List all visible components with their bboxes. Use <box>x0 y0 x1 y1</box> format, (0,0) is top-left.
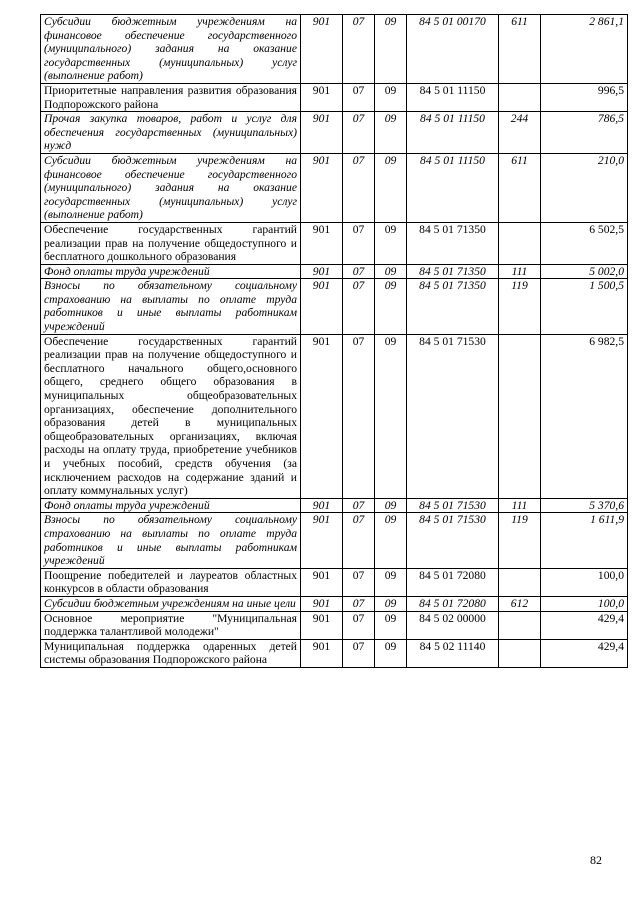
expense-type-cell <box>499 568 541 596</box>
target-article-cell: 84 5 01 11150 <box>407 83 499 111</box>
grbs-code-cell: 901 <box>301 334 343 498</box>
table-row <box>41 264 628 279</box>
table-row <box>41 639 628 667</box>
subsection-code-cell: 09 <box>375 568 407 596</box>
grbs-code-cell: 901 <box>301 222 343 264</box>
budget-table <box>40 14 628 668</box>
section-code-cell: 07 <box>343 596 375 611</box>
expense-type-cell: 111 <box>499 498 541 513</box>
amount-cell: 6 502,5 <box>541 222 628 264</box>
section-code-cell: 07 <box>343 153 375 222</box>
row-name-cell: Субсидии бюджетным учреждениям на финансовое обеспечение государственного (муниципального) задания на оказание государственных (муниципальных) услуг (выполнение работ) <box>41 153 301 222</box>
amount-cell: 5 370,6 <box>541 498 628 513</box>
subsection-code-cell: 09 <box>375 15 407 84</box>
amount-cell: 100,0 <box>541 596 628 611</box>
target-article-cell: 84 5 01 71530 <box>407 334 499 498</box>
table-row <box>41 596 628 611</box>
expense-type-cell <box>499 334 541 498</box>
row-name-cell: Фонд оплаты труда учреждений <box>41 498 301 513</box>
grbs-code-cell: 901 <box>301 112 343 154</box>
row-name-cell: Субсидии бюджетным учреждениям на финансовое обеспечение государственного (муниципального) задания на оказание государственных (муниципальных) услуг (выполнение работ) <box>41 15 301 84</box>
target-article-cell: 84 5 02 00000 <box>407 611 499 639</box>
amount-cell: 100,0 <box>541 568 628 596</box>
grbs-code-cell: 901 <box>301 513 343 568</box>
row-name-cell: Приоритетные направления развития образования Подпорожского района <box>41 83 301 111</box>
subsection-code-cell: 09 <box>375 83 407 111</box>
row-name-cell: Основное мероприятие "Муниципальная поддержка талантливой молодежи" <box>41 611 301 639</box>
section-code-cell: 07 <box>343 222 375 264</box>
table-row <box>41 334 628 498</box>
expense-type-cell <box>499 222 541 264</box>
table-row <box>41 611 628 639</box>
table-row <box>41 83 628 111</box>
target-article-cell: 84 5 01 71350 <box>407 222 499 264</box>
grbs-code-cell: 901 <box>301 639 343 667</box>
table-row <box>41 498 628 513</box>
row-name-cell: Субсидии бюджетным учреждениям на иные цели <box>41 596 301 611</box>
grbs-code-cell: 901 <box>301 568 343 596</box>
section-code-cell: 07 <box>343 568 375 596</box>
grbs-code-cell: 901 <box>301 153 343 222</box>
expense-type-cell: 119 <box>499 279 541 334</box>
table-row <box>41 568 628 596</box>
amount-cell: 429,4 <box>541 639 628 667</box>
amount-cell: 996,5 <box>541 83 628 111</box>
subsection-code-cell: 09 <box>375 264 407 279</box>
expense-type-cell: 612 <box>499 596 541 611</box>
grbs-code-cell: 901 <box>301 15 343 84</box>
amount-cell: 786,5 <box>541 112 628 154</box>
table-row <box>41 513 628 568</box>
expense-type-cell: 611 <box>499 153 541 222</box>
expense-type-cell <box>499 639 541 667</box>
row-name-cell: Фонд оплаты труда учреждений <box>41 264 301 279</box>
amount-cell: 1 611,9 <box>541 513 628 568</box>
grbs-code-cell: 901 <box>301 498 343 513</box>
row-name-cell: Взносы по обязательному социальному страхованию на выплаты по оплате труда работников и иные выплаты работникам учреждений <box>41 513 301 568</box>
subsection-code-cell: 09 <box>375 279 407 334</box>
row-name-cell: Обеспечение государственных гарантий реализации прав на получение общедоступного и бесплатного дошкольного образования <box>41 222 301 264</box>
target-article-cell: 84 5 01 72080 <box>407 568 499 596</box>
amount-cell: 6 982,5 <box>541 334 628 498</box>
subsection-code-cell: 09 <box>375 112 407 154</box>
target-article-cell: 84 5 01 71530 <box>407 513 499 568</box>
subsection-code-cell: 09 <box>375 639 407 667</box>
grbs-code-cell: 901 <box>301 83 343 111</box>
amount-cell: 1 500,5 <box>541 279 628 334</box>
section-code-cell: 07 <box>343 279 375 334</box>
target-article-cell: 84 5 01 71350 <box>407 264 499 279</box>
target-article-cell: 84 5 01 71530 <box>407 498 499 513</box>
subsection-code-cell: 09 <box>375 334 407 498</box>
section-code-cell: 07 <box>343 611 375 639</box>
section-code-cell: 07 <box>343 112 375 154</box>
target-article-cell: 84 5 02 11140 <box>407 639 499 667</box>
section-code-cell: 07 <box>343 513 375 568</box>
subsection-code-cell: 09 <box>375 498 407 513</box>
section-code-cell: 07 <box>343 264 375 279</box>
expense-type-cell: 111 <box>499 264 541 279</box>
expense-type-cell: 611 <box>499 15 541 84</box>
amount-cell: 429,4 <box>541 611 628 639</box>
row-name-cell: Поощрение победителей и лауреатов областных конкурсов в области образования <box>41 568 301 596</box>
section-code-cell: 07 <box>343 334 375 498</box>
row-name-cell: Обеспечение государственных гарантий реализации прав на получение общедоступного и бесплатного начального общего,основного общего, среднего общего образования в муниципальных общеобразовательных организациях, обеспечение дополнительного образования детей в муниципальных общеобразовательных организациях, включая расходы на оплату труда, приобретение учебников и учебных пособий, средств обучения (за исключением расходов на содержание зданий и оплату коммунальных услуг) <box>41 334 301 498</box>
section-code-cell: 07 <box>343 498 375 513</box>
expense-type-cell: 119 <box>499 513 541 568</box>
grbs-code-cell: 901 <box>301 264 343 279</box>
expense-type-cell: 244 <box>499 112 541 154</box>
grbs-code-cell: 901 <box>301 279 343 334</box>
budget-table-body <box>41 15 628 668</box>
table-row <box>41 279 628 334</box>
target-article-cell: 84 5 01 72080 <box>407 596 499 611</box>
section-code-cell: 07 <box>343 83 375 111</box>
table-row <box>41 112 628 154</box>
amount-cell: 210,0 <box>541 153 628 222</box>
section-code-cell: 07 <box>343 639 375 667</box>
expense-type-cell <box>499 611 541 639</box>
target-article-cell: 84 5 01 71350 <box>407 279 499 334</box>
expense-type-cell <box>499 83 541 111</box>
subsection-code-cell: 09 <box>375 222 407 264</box>
table-row <box>41 15 628 84</box>
table-row <box>41 222 628 264</box>
target-article-cell: 84 5 01 11150 <box>407 153 499 222</box>
row-name-cell: Прочая закупка товаров, работ и услуг для обеспечения государственных (муниципальных) нужд <box>41 112 301 154</box>
amount-cell: 2 861,1 <box>541 15 628 84</box>
grbs-code-cell: 901 <box>301 596 343 611</box>
subsection-code-cell: 09 <box>375 153 407 222</box>
table-row <box>41 153 628 222</box>
grbs-code-cell: 901 <box>301 611 343 639</box>
row-name-cell: Муниципальная поддержка одаренных детей системы образования Подпорожского района <box>41 639 301 667</box>
subsection-code-cell: 09 <box>375 513 407 568</box>
section-code-cell: 07 <box>343 15 375 84</box>
target-article-cell: 84 5 01 11150 <box>407 112 499 154</box>
subsection-code-cell: 09 <box>375 611 407 639</box>
target-article-cell: 84 5 01 00170 <box>407 15 499 84</box>
page-number: 82 <box>590 853 602 867</box>
amount-cell: 5 002,0 <box>541 264 628 279</box>
row-name-cell: Взносы по обязательному социальному страхованию на выплаты по оплате труда работников и иные выплаты работникам учреждений <box>41 279 301 334</box>
subsection-code-cell: 09 <box>375 596 407 611</box>
